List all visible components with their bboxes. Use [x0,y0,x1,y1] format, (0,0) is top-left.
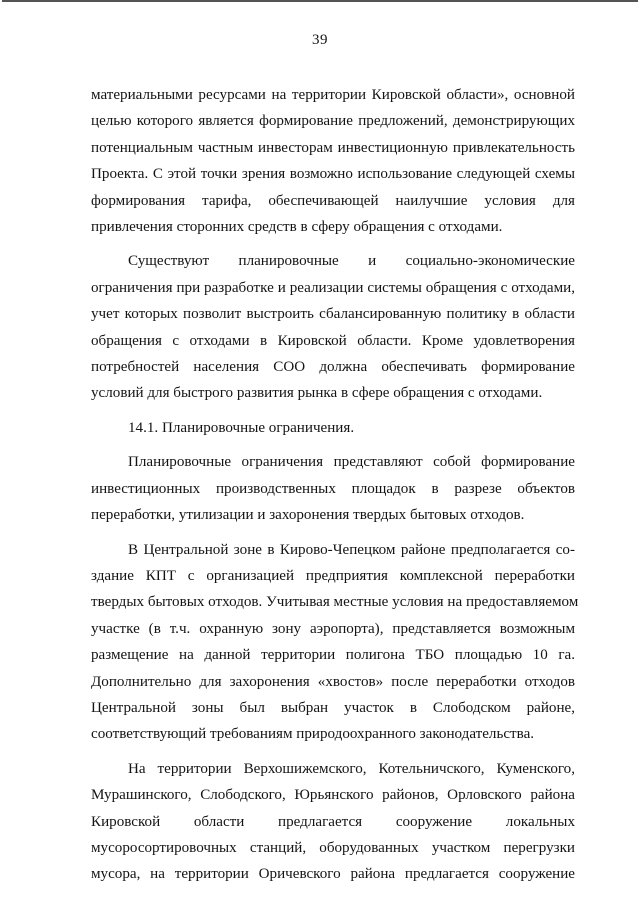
text-line: переработки, утилизации и захоронения твердых бытовых отходов. [91,507,525,524]
section-heading [91,415,575,441]
text-line: формирования тарифа, обеспечивающей наилучшие условия для [91,192,575,209]
text-line: твердых бытовых отходов. Учитывая местные условия на предоставляемом [91,594,579,611]
text-line: Существуют планировочные и социально-экономические [128,253,575,270]
paragraph-5 [91,756,575,888]
text-line: В Центральной зоне в Кирово-Чепецком районе предполагается со- [128,541,575,558]
text-line: условий для быстрого развития рынка в сфере обращения с отходами. [91,385,543,402]
text-line: Кировской области предлагается сооружение локальных [91,813,575,830]
paragraph-3 [91,449,575,528]
text-line: соответствующий требованиям природоохранного законодательства. [91,726,535,743]
text-line: На территории Верхошижемского, Котельничского, Куменского, [128,760,575,777]
document-body [91,82,579,888]
text-line: участке (в т.ч. охранную зону аэропорта), представляется возможным [91,620,575,637]
text-line: Проекта. С этой точки зрения возможно использование следующей схемы [91,166,575,183]
text-line: инвестиционных производственных площадок в разрезе объектов [91,480,575,497]
text-line: здание КПТ с организацией предприятия комплексной переработки [91,567,575,584]
text-line: Центральной зоны был выбран участок в Слободском районе, [91,699,575,716]
text-line: учет которых позволит выстроить сбалансированную политику в области [91,306,575,323]
text-line: мусора, на территории Оричевского района предлагается сооружение [91,866,575,883]
section-heading-text: 14.1. Планировочные ограничения. [128,419,355,436]
text-line: материальными ресурсами на территории Кировской области», основной [91,87,575,103]
paragraph-1 [91,82,575,240]
text-line: потребностей населения СОО должна обеспечивать формирование [91,359,575,376]
text-line: мусоросортировочных станций, оборудованных участком перегрузки [91,839,575,856]
paragraph-2 [91,248,575,406]
text-line: привлечения сторонних средств в сферу обращения с отходами. [91,219,503,236]
text-line: обращения с отходами в Кировской области. Кроме удовлетворения [91,332,575,349]
page-number: 39 [312,32,328,48]
text-line: Планировочные ограничения представляют собой формирование [128,454,575,471]
top-edge-rule [2,0,638,2]
text-line: Мурашинского, Слободского, Юрьянского районов, Орловского района [91,787,575,804]
paragraph-4 [91,537,579,748]
text-line: целью которого является формирование предложений, демонстрирующих [91,113,575,130]
text-line: ограничения при разработке и реализации системы обращения с отходами, [91,279,575,296]
text-line: Дополнительно для захоронения «хвостов» после переработки отходов [91,673,575,690]
text-line: потенциальным частным инвесторам инвестиционную привлекательность [91,139,575,156]
text-line: размещение на данной территории полигона ТБО площадью 10 га. [91,647,575,664]
